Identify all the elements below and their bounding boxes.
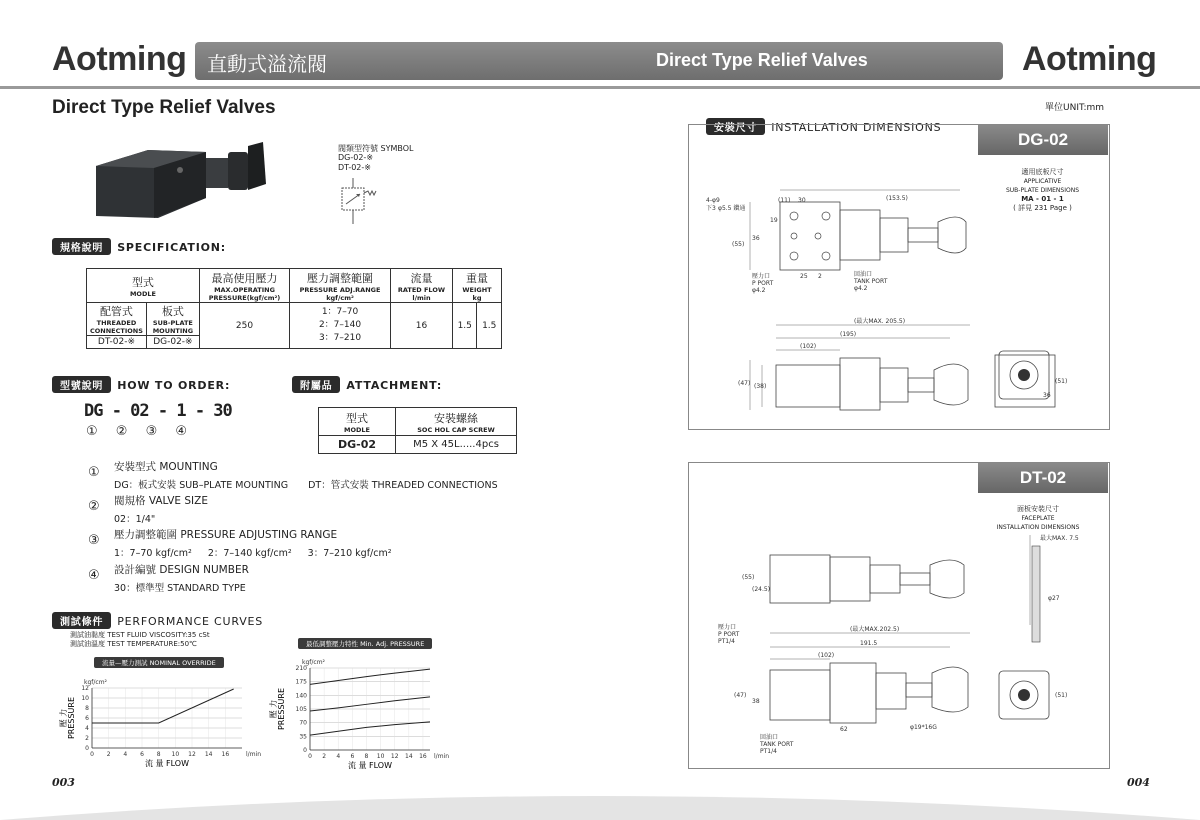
spec-header-pressure: 最高使用壓力 MAX.OPERATING PRESSURE(kgf/cm²) bbox=[199, 269, 289, 303]
chart2-title: 最低調整壓力特性 Min. Adj. PRESSURE bbox=[298, 638, 432, 649]
dg-02-note: 適用底板尺寸 APPLICATIVE SUB-PLATE DIMENSIONS MA - 01 - 1 ( 詳見 231 Page ) bbox=[1005, 168, 1080, 212]
spec-tag: 規格說明 bbox=[52, 238, 111, 255]
dg-dim-153: (153.5) bbox=[886, 195, 908, 202]
x-tick-label: 10 bbox=[376, 753, 385, 760]
order-item-2: ② 閥規格 VALVE SIZE 02：1/4" bbox=[88, 495, 208, 525]
x-tick-label: 2 bbox=[322, 753, 327, 760]
spec-ranges: 1：7–70 2：7–140 3：7–210 bbox=[290, 303, 391, 349]
valve-product-image bbox=[88, 138, 278, 230]
dg-dim-hole3: φ5.5 鑽通 bbox=[718, 205, 746, 212]
brand-logo-right: Aotming bbox=[1022, 40, 1157, 78]
dg-pport-en: P PORT bbox=[752, 280, 774, 287]
y-tick-label: 6 bbox=[85, 715, 89, 722]
spec-header-model: 型式 MODLE bbox=[87, 269, 200, 303]
x-unit-label: l/min bbox=[434, 753, 450, 760]
header-title-en: Direct Type Relief Valves bbox=[656, 50, 868, 70]
header-title-cn: 直動式溢流閥 bbox=[207, 52, 327, 76]
dt-pport-en: P PORT bbox=[718, 631, 740, 638]
perf-cond-1: 測試油黏度 TEST FLUID VISCOSITY:35 cSt bbox=[70, 631, 210, 639]
dg-dim-47: (47) bbox=[738, 380, 751, 387]
perf-tag: 測試條件 bbox=[52, 612, 111, 629]
install-title: INSTALLATION DIMENSIONS bbox=[771, 121, 942, 134]
dt-dim-38: 38 bbox=[752, 698, 760, 705]
attach-title: ATTACHMENT: bbox=[346, 379, 443, 392]
page-title: Direct Type Relief Valves bbox=[52, 97, 276, 118]
x-tick-label: 12 bbox=[188, 751, 196, 758]
x-tick-label: 14 bbox=[204, 751, 213, 758]
spec-model-dg: DG-02-※ bbox=[146, 336, 199, 349]
x-tick-label: 2 bbox=[106, 751, 111, 758]
chart-nominal-override bbox=[58, 672, 262, 772]
dg-dim-55: (55) bbox=[732, 241, 745, 248]
x-tick-label: 16 bbox=[419, 753, 427, 760]
dt-02-end-view bbox=[995, 665, 1075, 727]
order-heading bbox=[52, 376, 230, 393]
y-tick-label: 10 bbox=[81, 695, 89, 702]
x-axis-label: 流 量 FLOW bbox=[144, 759, 190, 768]
spec-threaded: 配管式 THREADED CONNECTIONS bbox=[87, 303, 147, 336]
dg-02-drawing bbox=[690, 160, 990, 426]
y-tick-label: 0 bbox=[303, 747, 307, 754]
dg-dim-102: (102) bbox=[800, 343, 817, 350]
dg-tport-en: TANK PORT bbox=[854, 278, 888, 285]
dg-dim-36: 36 bbox=[752, 235, 760, 242]
dg-dim-11: (11) bbox=[778, 197, 791, 204]
y-unit-label: kgf/cm² bbox=[84, 679, 107, 686]
order-tag: 型號說明 bbox=[52, 376, 111, 393]
dg-dim-51: (51) bbox=[1055, 378, 1068, 385]
spec-weight-2: 1.5 bbox=[477, 303, 502, 349]
chart1-title: 流量—壓力測試 NOMINAL OVERRIDE bbox=[94, 657, 224, 668]
y-axis-label-cn: 壓 力 bbox=[59, 708, 68, 728]
dt-pport-t: PT1/4 bbox=[718, 638, 735, 645]
page-number-right: 004 bbox=[1127, 776, 1150, 789]
x-tick-label: 4 bbox=[123, 751, 128, 758]
x-tick-label: 4 bbox=[336, 753, 341, 760]
spec-model-dt: DT-02-※ bbox=[87, 336, 147, 349]
y-axis-label-en: PRESSURE bbox=[67, 696, 76, 740]
spec-header-flow: 流量 RATED FLOW l/min bbox=[390, 269, 452, 303]
order-code: DG - 02 - 1 - 30 bbox=[84, 401, 232, 421]
dg-dim-hole: 4-φ9 bbox=[706, 197, 720, 204]
dg-pport: 壓力口 bbox=[752, 273, 771, 280]
y-axis-label-cn: 壓 力 bbox=[269, 699, 278, 719]
dt-dim-19: φ19*16G bbox=[910, 724, 937, 731]
perf-heading bbox=[52, 612, 263, 629]
y-axis-label-en: PRESSURE bbox=[277, 687, 286, 731]
x-tick-label: 14 bbox=[405, 753, 413, 760]
y-tick-label: 140 bbox=[295, 692, 307, 700]
dt-dim-1915: 191.5 bbox=[860, 640, 878, 647]
dt-dim-102: (102) bbox=[818, 652, 835, 659]
dt-dim-55: (55) bbox=[742, 574, 755, 581]
dt-02-faceplate-view bbox=[1010, 530, 1100, 650]
dg-tport: 回油口 bbox=[854, 271, 873, 278]
dt-tport: 回油口 bbox=[760, 734, 779, 741]
page-number-left: 003 bbox=[52, 776, 75, 789]
dt-dim-maxthk: 最大MAX. 7.5 bbox=[1040, 535, 1079, 542]
series-line-1 bbox=[310, 669, 430, 684]
attach-model: DG-02 bbox=[319, 436, 396, 454]
dt-dim-phi27: φ27 bbox=[1048, 595, 1060, 602]
dg-02-label: DG-02 bbox=[978, 125, 1108, 155]
y-tick-label: 105 bbox=[295, 706, 307, 713]
spec-table bbox=[86, 268, 502, 349]
x-tick-label: 16 bbox=[221, 751, 230, 758]
y-tick-label: 35 bbox=[299, 733, 307, 741]
dg-dim-hole2: 下3 bbox=[706, 205, 716, 212]
dg-dim-max: (最大MAX. 205.5) bbox=[854, 318, 906, 325]
dg-dim-25: 25 bbox=[800, 273, 808, 280]
spec-heading bbox=[52, 238, 226, 255]
y-tick-label: 8 bbox=[85, 705, 89, 712]
x-tick-label: 8 bbox=[364, 753, 369, 760]
footer-decoration bbox=[0, 782, 1200, 820]
dg-dim-30: 30 bbox=[798, 197, 806, 204]
dg-dim-19: 19 bbox=[770, 217, 778, 224]
x-tick-label: 0 bbox=[308, 753, 312, 760]
y-tick-label: 70 bbox=[299, 719, 307, 727]
dt-dim-51: (51) bbox=[1055, 692, 1068, 699]
dg-pport-d: φ4.2 bbox=[752, 287, 766, 294]
x-tick-label: 10 bbox=[171, 751, 180, 758]
brand-logo-left: Aotming bbox=[52, 40, 187, 78]
unit-label: 單位UNIT:mm bbox=[1045, 103, 1105, 113]
attach-screw: M5 X 45L.....4pcs bbox=[396, 436, 517, 454]
attach-header-model: 型式 MODLE bbox=[319, 408, 396, 436]
dg-02-end-view bbox=[995, 345, 1075, 407]
y-tick-label: 0 bbox=[85, 745, 89, 752]
symbol-line1: DG-02-※ bbox=[338, 153, 374, 162]
x-tick-label: 12 bbox=[390, 753, 399, 760]
y-tick-label: 4 bbox=[85, 725, 89, 732]
y-tick-label: 175 bbox=[295, 678, 307, 686]
dg-dim-36b: 36 bbox=[1043, 392, 1051, 399]
attach-table bbox=[318, 407, 517, 454]
spec-flow: 16 bbox=[390, 303, 452, 349]
dt-02-drawing bbox=[700, 535, 1000, 765]
spec-weight-1: 1.5 bbox=[453, 303, 477, 349]
relief-valve-symbol-icon bbox=[334, 176, 384, 228]
install-tag: 安裝尺寸 bbox=[706, 118, 765, 135]
header-divider bbox=[0, 86, 1200, 89]
y-tick-label: 12 bbox=[81, 685, 89, 692]
y-unit-label: kgf/cm² bbox=[302, 659, 325, 666]
x-tick-label: 6 bbox=[350, 753, 355, 760]
series-line-3 bbox=[310, 722, 430, 735]
y-tick-label: 210 bbox=[295, 665, 307, 672]
symbol-line2: DT-02-※ bbox=[338, 163, 371, 172]
dt-tport-en: TANK PORT bbox=[760, 741, 794, 748]
spec-max-pressure: 250 bbox=[199, 303, 289, 349]
dt-pport: 壓力口 bbox=[718, 624, 737, 631]
dt-dim-max: (最大MAX.202.5) bbox=[850, 626, 900, 633]
dt-dim-245: (24.5) bbox=[752, 586, 771, 593]
chart-min-adj-pressure bbox=[268, 652, 448, 774]
x-tick-label: 8 bbox=[156, 751, 161, 758]
spec-header-weight: 重量 WEIGHT kg bbox=[453, 269, 502, 303]
order-code-numbers: ① ② ③ ④ bbox=[86, 424, 188, 439]
order-item-1: ① 安裝型式 MOUNTING DG：板式安裝 SUB–PLATE MOUNTING DT：管式安裝 THREADED CONNECTIONS bbox=[88, 461, 498, 491]
x-tick-label: 0 bbox=[90, 751, 94, 758]
order-item-3: ③ 壓力調整範圍 PRESSURE ADJUSTING RANGE 1：7–70 kgf/cm² 2：7–140 kgf/cm² 3：7–210 kgf/cm² bbox=[88, 529, 392, 559]
order-title: HOW TO ORDER: bbox=[117, 379, 231, 392]
symbol-label: 閥類型符號 SYMBOL bbox=[338, 144, 414, 153]
perf-cond-2: 測試油溫度 TEST TEMPERATURE:50℃ bbox=[70, 640, 197, 648]
perf-title: PERFORMANCE CURVES bbox=[117, 615, 264, 628]
x-axis-label: 流 量 FLOW bbox=[347, 761, 393, 770]
spec-header-range: 壓力調整範圍 PRESSURE ADJ.RANGE kgf/cm² bbox=[290, 269, 391, 303]
order-item-4: ④ 設計編號 DESIGN NUMBER 30：標準型 STANDARD TYPE bbox=[88, 564, 249, 594]
attach-tag: 附屬品 bbox=[292, 376, 340, 393]
dt-02-note: 面板安裝尺寸 FACEPLATE INSTALLATION DIMENSIONS bbox=[996, 505, 1080, 531]
dt-tport-t: PT1/4 bbox=[760, 748, 777, 755]
x-tick-label: 6 bbox=[140, 751, 144, 758]
attach-header-screw: 安裝螺絲 SOC HOL CAP SCREW bbox=[396, 408, 517, 436]
dg-dim-195: (195) bbox=[840, 331, 857, 338]
dg-dim-38: (38) bbox=[754, 383, 767, 390]
dg-tport-d: φ4.2 bbox=[854, 285, 868, 292]
dt-dim-62: 62 bbox=[840, 726, 848, 733]
dg-dim-2: 2 bbox=[818, 273, 822, 280]
attach-heading bbox=[292, 376, 442, 393]
spec-title: SPECIFICATION: bbox=[117, 241, 226, 254]
y-tick-label: 2 bbox=[85, 735, 89, 742]
spec-subplate: 板式 SUB-PLATE MOUNTING bbox=[146, 303, 199, 336]
dt-dim-47: (47) bbox=[734, 692, 747, 699]
x-unit-label: l/min bbox=[246, 751, 262, 758]
dt-02-label: DT-02 bbox=[978, 463, 1108, 493]
